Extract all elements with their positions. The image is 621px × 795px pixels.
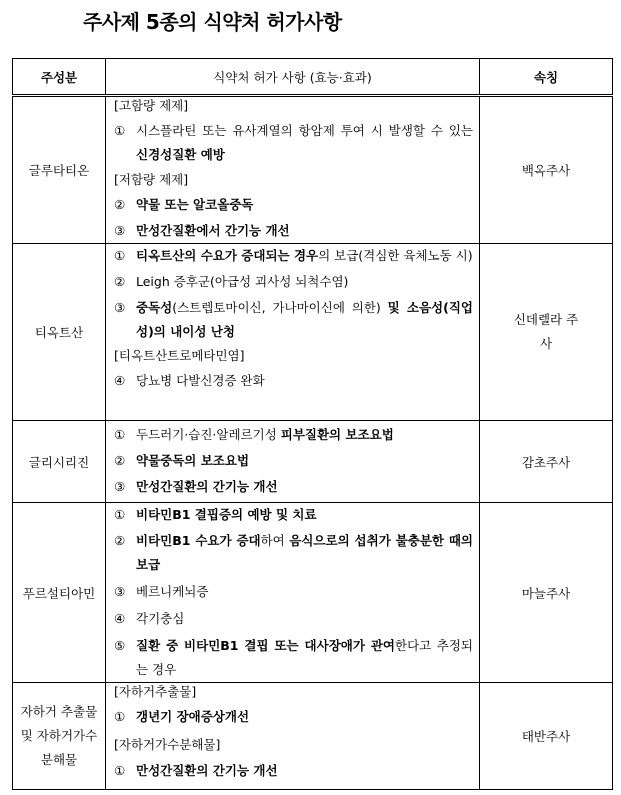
item-text: (스트렙토마이신, 가나마이신에 의한) [172,300,388,315]
subheading: [자하거가수분해물] [114,737,221,752]
approval-cell [106,503,480,683]
item-number: ① [114,248,126,263]
slang-cell: 태반주사 [480,683,613,790]
item-number: ② [114,533,126,548]
slang-text: 신데렐라 주사 [513,312,579,351]
item-number: ① [114,507,126,522]
item-number: ② [114,274,126,289]
item-text-bold: 비타민B1 결핍증의 예방 및 치료 [136,507,317,522]
subheading: [고함량 제제] [114,98,189,113]
item-text-bold: 음식으로의 섭취가 불충분한 때의 보급 [136,533,474,572]
list-item [110,634,473,682]
item-text-bold: 약물 또는 알코올중독 [136,197,254,212]
item-text-bold: 티옥트산의 수요가 증대되는 경우 [136,248,319,263]
list-item [110,759,473,783]
item-number: ④ [114,373,126,388]
table-row [13,421,613,503]
slang-cell: 마늘주사 [480,503,613,683]
item-text-bold: 신경성질환 예방 [136,147,225,162]
list-item [110,119,473,167]
item-text-bold: 중독성 [136,300,173,315]
item-text-bold: 약물중독의 보조요법 [136,453,250,468]
list-item [110,580,473,604]
item-number: ④ [114,611,126,626]
page-title: 주사제 5종의 식약처 허가사항 [83,10,342,34]
item-number: ① [114,763,126,778]
list-item [110,244,473,268]
item-number: ③ [114,584,126,599]
list-item [110,193,473,217]
ingredient-text: 자하거 추출물 및 자하거가수분해물 [20,704,98,767]
approval-cell [106,244,480,421]
item-text-bold: 피부질환의 보조요법 [280,427,394,442]
item-text: 두드러기·습진·알레르기성 [136,427,281,442]
slang-cell: 감초주사 [480,421,613,503]
table-row [13,503,613,683]
list-item [110,607,473,631]
item-number: ① [114,427,126,442]
list-item [110,270,473,294]
ingredient-cell [13,683,106,790]
slang-cell [480,244,613,421]
subheading: [저함량 제제] [114,172,189,187]
list-item [110,296,473,344]
ingredient-cell: 티옥트산 [13,244,106,421]
list-item [110,474,473,499]
list-item [110,705,473,729]
subheading: [티옥트산트로메타민염] [114,348,245,363]
ingredient-cell: 글루타티온 [13,96,106,244]
item-text: 각기충심 [136,611,185,626]
table-row [13,683,613,790]
subheading: [자하거추출물] [114,684,197,699]
item-text: 한다고 추정되는 경우 [136,638,473,677]
approval-cell [106,421,480,503]
item-text-bold: 만성간질환의 간기능 개선 [136,763,278,778]
item-text: 하여 [260,533,290,548]
item-text-bold: 만성간질환의 간기능 개선 [136,479,278,494]
item-number: ③ [114,479,126,494]
header-slang: 속칭 [480,59,613,96]
ingredient-cell: 글리시리진 [13,421,106,503]
list-item [110,369,473,393]
approval-table [12,58,613,790]
ingredient-cell: 푸르설티아민 [13,503,106,683]
item-text: 의 보급(격심한 육체노동 시) [318,248,473,263]
table-row [13,244,613,421]
item-number: ② [114,453,126,468]
list-item [110,422,473,447]
item-number: ⑤ [114,638,126,653]
list-item [110,503,473,527]
item-text-bold: 갱년기 장애증상개선 [136,709,250,724]
approval-cell [106,683,480,790]
item-text-bold: 비타민B1 수요가 증대 [136,533,261,548]
list-item [110,448,473,473]
item-text-bold: 만성간질환에서 간기능 개선 [136,223,290,238]
item-text-bold: 질환 중 비타민B1 결핍 또는 대사장애가 관여 [136,638,395,653]
header-ingredient: 주성분 [13,59,106,96]
item-number: ③ [114,223,126,238]
item-text-bold: 및 소음성(직업성)의 내이성 난청 [136,300,473,339]
table-row [13,96,613,244]
item-number: ③ [114,300,126,315]
item-number: ① [114,123,126,138]
list-item [110,529,473,577]
item-text: 시스플라틴 또는 유사계열의 항암제 투여 시 발생할 수 있는 [136,123,473,138]
item-text: 베르니케뇌증 [136,584,209,599]
slang-cell: 백옥주사 [480,96,613,244]
item-number: ② [114,197,126,212]
item-text: Leigh 증후군(아급성 괴사성 뇌척수염) [136,274,349,289]
header-approval: 식약처 허가 사항 (효능·효과) [106,59,480,96]
list-item [110,219,473,243]
approval-cell [106,96,480,244]
table-header-row [13,59,613,96]
item-number: ① [114,709,126,724]
item-text: 당뇨병 다발신경증 완화 [136,373,265,388]
